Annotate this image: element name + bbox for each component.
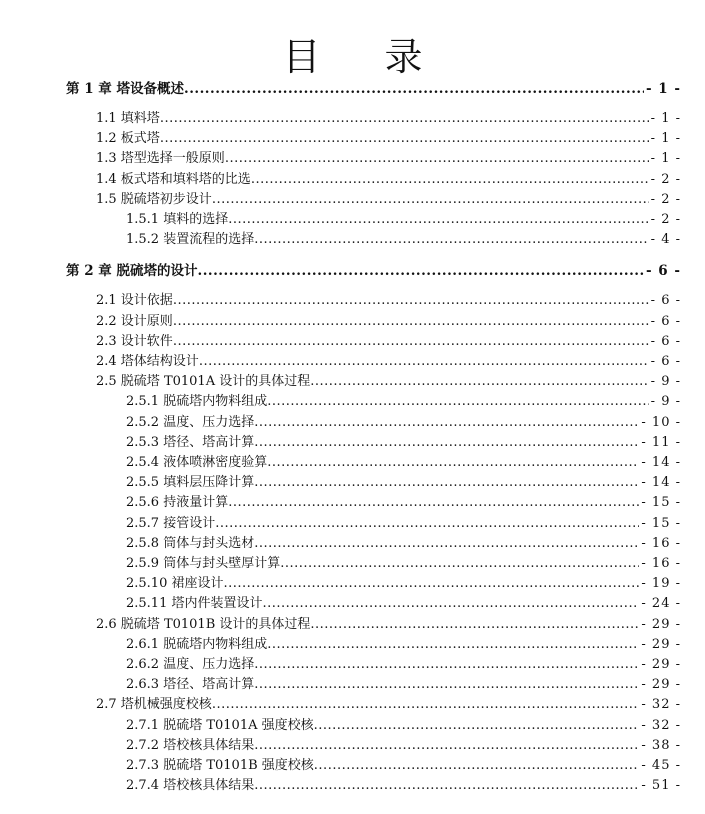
- dot-leader: [199, 353, 649, 371]
- dot-leader: [310, 373, 648, 391]
- dot-leader: [215, 515, 639, 533]
- toc-entry[interactable]: [126, 757, 681, 775]
- toc-page-number: - 11 -: [641, 434, 681, 450]
- toc-entry-label: 1.4 板式塔和填料塔的比选: [96, 171, 251, 187]
- toc-entry-label: 2.5.9 筒体与封头壁厚计算: [126, 556, 281, 571]
- dot-leader: [228, 211, 648, 229]
- toc-page-number: - 15 -: [641, 495, 681, 511]
- toc-chapter-entry[interactable]: [66, 262, 681, 280]
- toc-entry[interactable]: [96, 110, 681, 128]
- dot-leader: [267, 393, 648, 411]
- toc-page-number: - 6 -: [650, 354, 681, 369]
- toc-entry[interactable]: [96, 292, 681, 310]
- toc-entry-label: 1.2 板式塔: [96, 131, 160, 147]
- dot-leader: [314, 757, 640, 775]
- toc-page-number: - 29 -: [641, 657, 681, 672]
- toc-page-number: - 32 -: [641, 697, 681, 713]
- toc-entry[interactable]: [126, 575, 681, 593]
- toc-entry[interactable]: [126, 434, 681, 452]
- toc-entry[interactable]: [126, 454, 681, 472]
- dot-leader: [198, 262, 645, 280]
- toc-entry-label: 2.6.2 温度、压力选择: [126, 657, 255, 672]
- toc-page-number: - 45 -: [641, 758, 681, 773]
- toc-page-number: - 6 -: [650, 293, 681, 309]
- page-title: 目 录: [282, 35, 449, 79]
- toc-page-number: - 6 -: [650, 313, 681, 329]
- dot-leader: [254, 414, 639, 432]
- dot-leader: [254, 656, 639, 674]
- toc-entry-label: 2.3 设计软件: [96, 333, 173, 349]
- toc-entry-label: 2.5.4 液体喷淋密度验算: [126, 455, 268, 470]
- toc-page-number: - 1 -: [650, 111, 681, 126]
- dot-leader: [184, 80, 644, 98]
- toc-page-number: - 2 -: [650, 212, 681, 227]
- toc-entry[interactable]: [126, 515, 681, 533]
- toc-entry-label: 2.5.11 塔内件装置设计: [126, 596, 263, 612]
- toc-entry-label: 2.7.2 塔校核具体结果: [126, 737, 255, 753]
- toc-entry[interactable]: [126, 595, 681, 613]
- toc-entry-label: 2.6 脱硫塔 T0101B 设计的具体过程: [96, 616, 311, 632]
- toc-page-number: - 9 -: [650, 394, 681, 410]
- toc-page-number: - 14 -: [641, 475, 681, 491]
- toc-entry-label: 2.6.1 脱硫塔内物料组成: [126, 636, 268, 652]
- toc-entry-label: 2.5.3 塔径、塔高计算: [126, 434, 255, 450]
- toc-entry-label: 第 1 章 塔设备概述: [66, 81, 184, 97]
- toc-page-number: - 29 -: [641, 636, 681, 652]
- toc-page-number: - 2 -: [650, 191, 681, 207]
- toc-page-number: - 1 -: [650, 131, 681, 147]
- toc-entry-label: 2.5.10 裙座设计: [126, 576, 224, 592]
- dot-leader: [254, 434, 639, 452]
- toc-entry-label: 2.5.7 接管设计: [126, 515, 216, 531]
- toc-entry-label: 2.7.1 脱硫塔 T0101A 强度校核: [126, 717, 314, 733]
- toc-page-number: - 6 -: [650, 333, 681, 349]
- dot-leader: [310, 616, 639, 634]
- toc-entry-label: 2.7.3 脱硫塔 T0101B 强度校核: [126, 758, 314, 773]
- toc-entry-label: 2.7.4 塔校核具体结果: [126, 778, 255, 794]
- dot-leader: [212, 696, 640, 714]
- dot-leader: [267, 636, 639, 654]
- toc-page-number: - 19 -: [641, 576, 681, 592]
- toc-page-number: - 10 -: [641, 414, 681, 430]
- toc-page-number: - 14 -: [641, 455, 681, 470]
- dot-leader: [254, 676, 639, 694]
- toc-entry[interactable]: [126, 393, 681, 411]
- toc-page-number: - 32 -: [641, 717, 681, 733]
- toc-entry[interactable]: [126, 636, 681, 654]
- toc-entry[interactable]: [126, 474, 681, 492]
- toc-entry[interactable]: [96, 150, 681, 168]
- toc-page-number: - 38 -: [641, 737, 681, 753]
- toc-entry-label: 2.5.8 筒体与封头选材: [126, 535, 255, 551]
- toc-entry[interactable]: [126, 717, 681, 735]
- dot-leader: [254, 231, 648, 249]
- dot-leader: [160, 110, 649, 128]
- toc-entry-label: 2.5.1 脱硫塔内物料组成: [126, 394, 268, 410]
- toc-page-number: - 16 -: [641, 556, 681, 571]
- dot-leader: [223, 575, 639, 593]
- toc-entry-label: 2.5.6 持液量计算: [126, 495, 229, 511]
- toc-entry-label: 2.5.2 温度、压力选择: [126, 414, 255, 430]
- dot-leader: [254, 535, 639, 553]
- toc-page-number: - 1 -: [650, 151, 681, 167]
- dot-leader: [212, 191, 649, 209]
- toc-entry[interactable]: [96, 373, 681, 391]
- dot-leader: [228, 494, 639, 512]
- toc-entry-label: 2.5.5 填料层压降计算: [126, 475, 255, 491]
- toc-entry-label: 2.1 设计依据: [96, 293, 173, 309]
- toc-entry-label: 2.6.3 塔径、塔高计算: [126, 677, 255, 693]
- toc-entry[interactable]: [96, 191, 681, 209]
- toc-page-number: - 4 -: [650, 232, 681, 248]
- toc-page-number: - 24 -: [641, 596, 681, 612]
- dot-leader: [173, 333, 649, 351]
- toc-entry[interactable]: [126, 777, 681, 795]
- toc-page-number: - 6 -: [646, 263, 681, 280]
- toc-entry[interactable]: [126, 535, 681, 553]
- toc-entry-label: 2.5 脱硫塔 T0101A 设计的具体过程: [96, 374, 311, 390]
- dot-leader: [225, 150, 649, 168]
- toc-entry-label: 1.1 填料塔: [96, 111, 160, 126]
- toc-entry[interactable]: [126, 231, 681, 249]
- toc-page-number: - 29 -: [641, 677, 681, 693]
- dot-leader: [314, 717, 640, 735]
- toc-entry[interactable]: [126, 211, 681, 229]
- toc-page-number: - 29 -: [641, 616, 681, 632]
- dot-leader: [251, 171, 649, 189]
- toc-entry[interactable]: [126, 656, 681, 674]
- toc-entry[interactable]: [126, 494, 681, 512]
- dot-leader: [267, 454, 639, 472]
- dot-leader: [280, 555, 639, 573]
- toc-entry-label: 2.2 设计原则: [96, 313, 173, 329]
- toc-page-number: - 1 -: [646, 81, 681, 97]
- toc-entry[interactable]: [96, 696, 681, 714]
- dot-leader: [173, 313, 649, 331]
- toc-entry-label: 1.5.1 填料的选择: [126, 212, 229, 227]
- dot-leader: [254, 737, 639, 755]
- toc-entry[interactable]: [96, 353, 681, 371]
- toc-entry[interactable]: [126, 414, 681, 432]
- dot-leader: [262, 595, 639, 613]
- toc-entry[interactable]: [96, 616, 681, 634]
- dot-leader: [160, 130, 649, 148]
- dot-leader: [254, 474, 639, 492]
- toc-entry[interactable]: [96, 313, 681, 331]
- toc-page-number: - 9 -: [650, 374, 681, 390]
- toc-entry[interactable]: [126, 737, 681, 755]
- toc-page-number: - 51 -: [641, 778, 681, 794]
- toc-entry[interactable]: [96, 171, 681, 189]
- toc-entry[interactable]: [126, 555, 681, 573]
- toc-page-number: - 16 -: [641, 535, 681, 551]
- toc-page-number: - 2 -: [650, 171, 681, 187]
- toc-entry-label: 2.7 塔机械强度校核: [96, 697, 212, 713]
- toc-entry[interactable]: [96, 333, 681, 351]
- toc-entry-label: 2.4 塔体结构设计: [96, 354, 199, 369]
- toc-page-number: - 15 -: [641, 515, 681, 531]
- toc-entry[interactable]: [126, 676, 681, 694]
- toc-entry-label: 第 2 章 脱硫塔的设计: [66, 263, 198, 280]
- dot-leader: [254, 777, 639, 795]
- toc-chapter-entry[interactable]: [66, 80, 681, 98]
- toc-entry-label: 1.3 塔型选择一般原则: [96, 151, 225, 167]
- toc-entry[interactable]: [96, 130, 681, 148]
- dot-leader: [173, 292, 649, 310]
- toc-entry-label: 1.5.2 装置流程的选择: [126, 232, 255, 248]
- toc-entry-label: 1.5 脱硫塔初步设计: [96, 191, 212, 207]
